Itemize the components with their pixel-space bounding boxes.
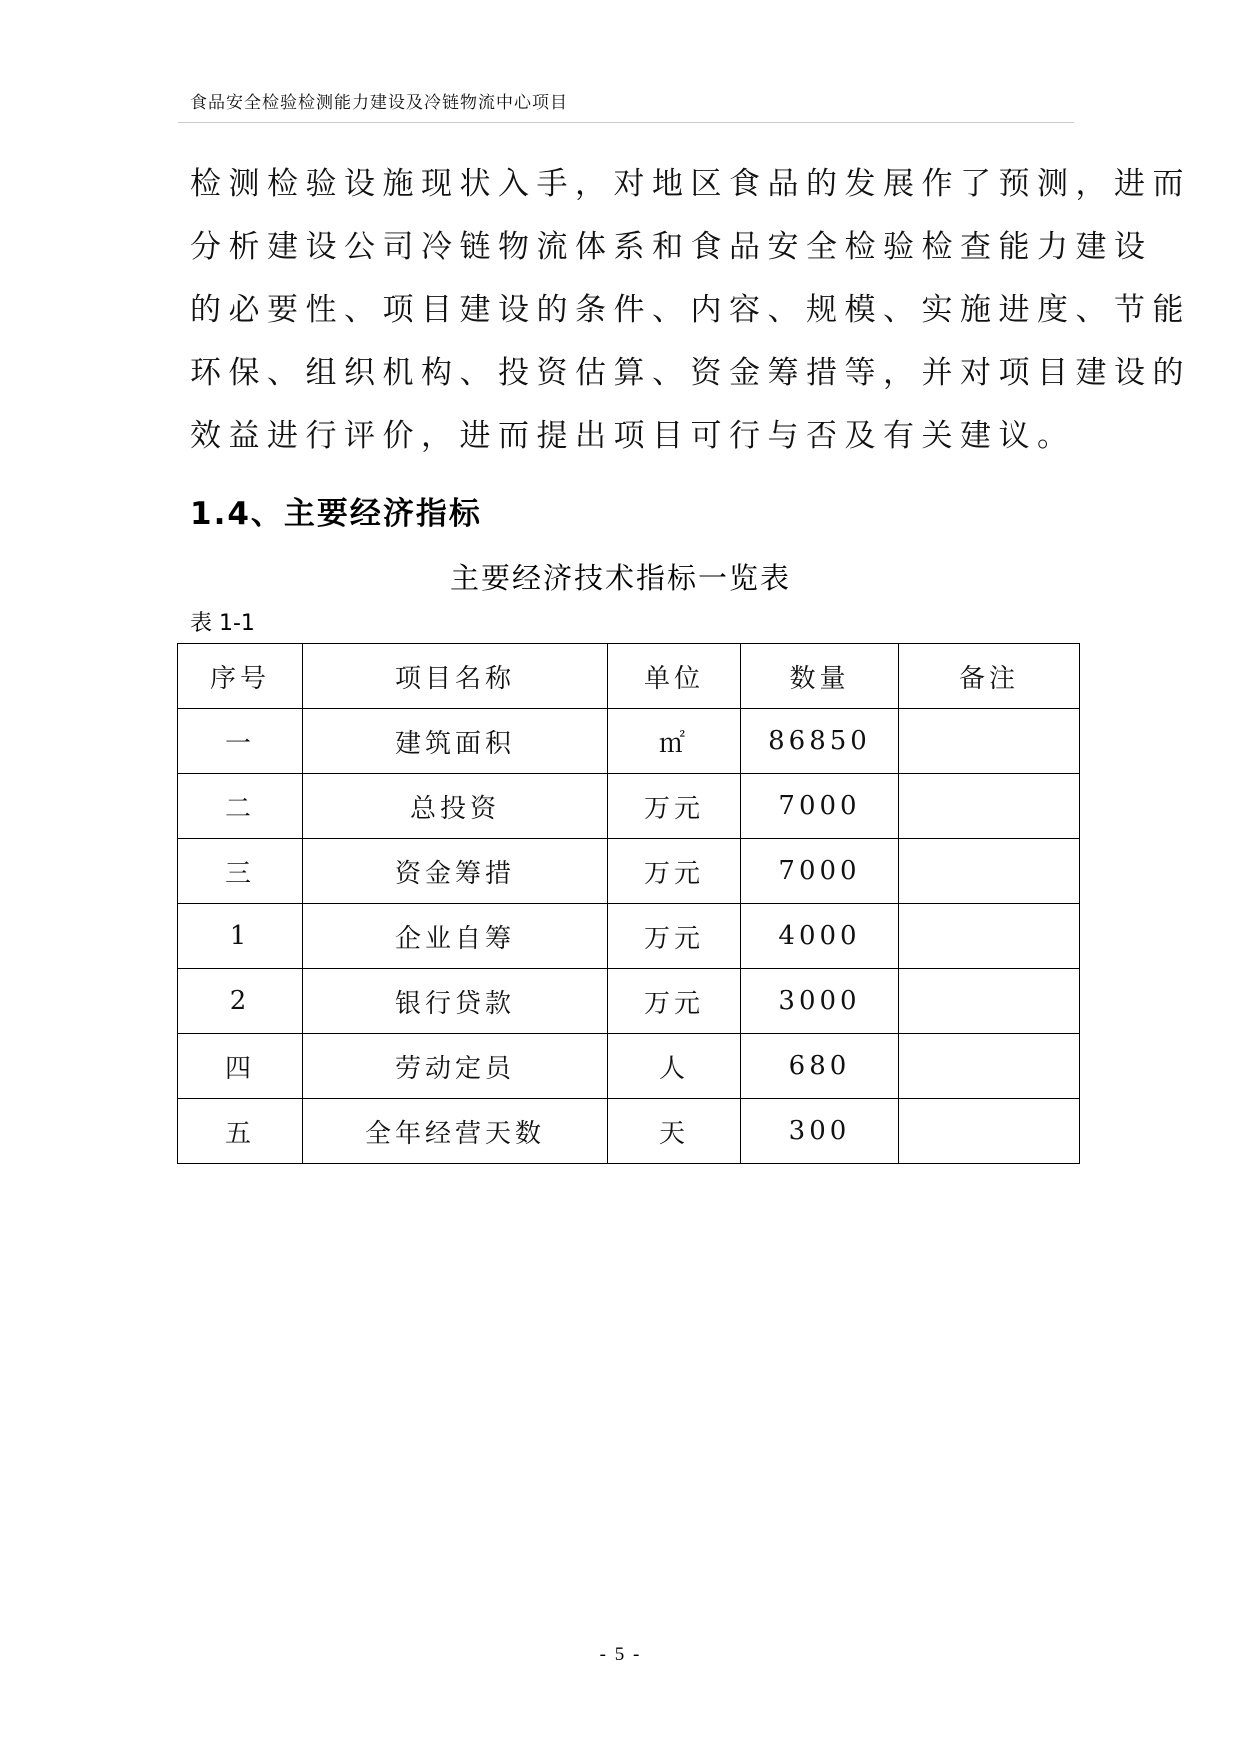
cell-unit: ㎡ xyxy=(608,709,741,774)
cell-note xyxy=(899,969,1080,1034)
cell-note xyxy=(899,839,1080,904)
cell-name: 全年经营天数 xyxy=(303,1099,608,1164)
cell-quantity: 3000 xyxy=(741,969,899,1034)
economic-indicators-table xyxy=(177,643,1080,1164)
cell-seq: 1 xyxy=(178,904,303,969)
column-header-seq: 序号 xyxy=(178,644,303,709)
paragraph-line: 的必要性、项目建设的条件、内容、规模、实施进度、节能 xyxy=(190,292,1191,328)
cell-unit: 万元 xyxy=(608,839,741,904)
cell-seq: 二 xyxy=(178,774,303,839)
cell-name: 银行贷款 xyxy=(303,969,608,1034)
cell-note xyxy=(899,1034,1080,1099)
paragraph-line: 效益进行评价，进而提出项目可行与否及有关建议。 xyxy=(190,418,1076,454)
section-heading: 1.4、主要经济指标 xyxy=(190,496,482,532)
cell-seq: 一 xyxy=(178,709,303,774)
table-title: 主要经济技术指标一览表 xyxy=(449,561,791,595)
body-paragraph xyxy=(190,153,1191,468)
cell-note xyxy=(899,709,1080,774)
running-header: 食品安全检验检测能力建设及冷链物流中心项目 xyxy=(190,93,568,113)
cell-seq: 三 xyxy=(178,839,303,904)
table-row xyxy=(178,1034,1080,1099)
page-number: - 5 - xyxy=(599,1644,642,1665)
column-header-quantity: 数量 xyxy=(741,644,899,709)
cell-unit: 万元 xyxy=(608,774,741,839)
column-header-note: 备注 xyxy=(899,644,1080,709)
cell-note xyxy=(899,904,1080,969)
paragraph-line: 环保、组织机构、投资估算、资金筹措等，并对项目建设的 xyxy=(190,355,1191,391)
table-row xyxy=(178,774,1080,839)
cell-name: 企业自筹 xyxy=(303,904,608,969)
table-number: 表 1-1 xyxy=(190,611,255,636)
cell-quantity: 300 xyxy=(741,1099,899,1164)
cell-quantity: 7000 xyxy=(741,839,899,904)
cell-name: 劳动定员 xyxy=(303,1034,608,1099)
table-row xyxy=(178,904,1080,969)
table-row xyxy=(178,839,1080,904)
table-row xyxy=(178,1099,1080,1164)
cell-quantity: 7000 xyxy=(741,774,899,839)
cell-unit: 天 xyxy=(608,1099,741,1164)
cell-name: 建筑面积 xyxy=(303,709,608,774)
table-row xyxy=(178,969,1080,1034)
paragraph-line: 分析建设公司冷链物流体系和食品安全检验检查能力建设 xyxy=(190,229,1153,265)
cell-seq: 2 xyxy=(178,969,303,1034)
cell-seq: 四 xyxy=(178,1034,303,1099)
cell-note xyxy=(899,1099,1080,1164)
cell-unit: 人 xyxy=(608,1034,741,1099)
cell-seq: 五 xyxy=(178,1099,303,1164)
table-row xyxy=(178,709,1080,774)
cell-note xyxy=(899,774,1080,839)
cell-name: 总投资 xyxy=(303,774,608,839)
header-divider xyxy=(178,122,1074,123)
column-header-name: 项目名称 xyxy=(303,644,608,709)
cell-unit: 万元 xyxy=(608,904,741,969)
cell-name: 资金筹措 xyxy=(303,839,608,904)
cell-unit: 万元 xyxy=(608,969,741,1034)
cell-quantity: 86850 xyxy=(741,709,899,774)
column-header-unit: 单位 xyxy=(608,644,741,709)
cell-quantity: 4000 xyxy=(741,904,899,969)
cell-quantity: 680 xyxy=(741,1034,899,1099)
table-header-row xyxy=(178,644,1080,709)
paragraph-line: 检测检验设施现状入手，对地区食品的发展作了预测，进而 xyxy=(190,166,1191,202)
